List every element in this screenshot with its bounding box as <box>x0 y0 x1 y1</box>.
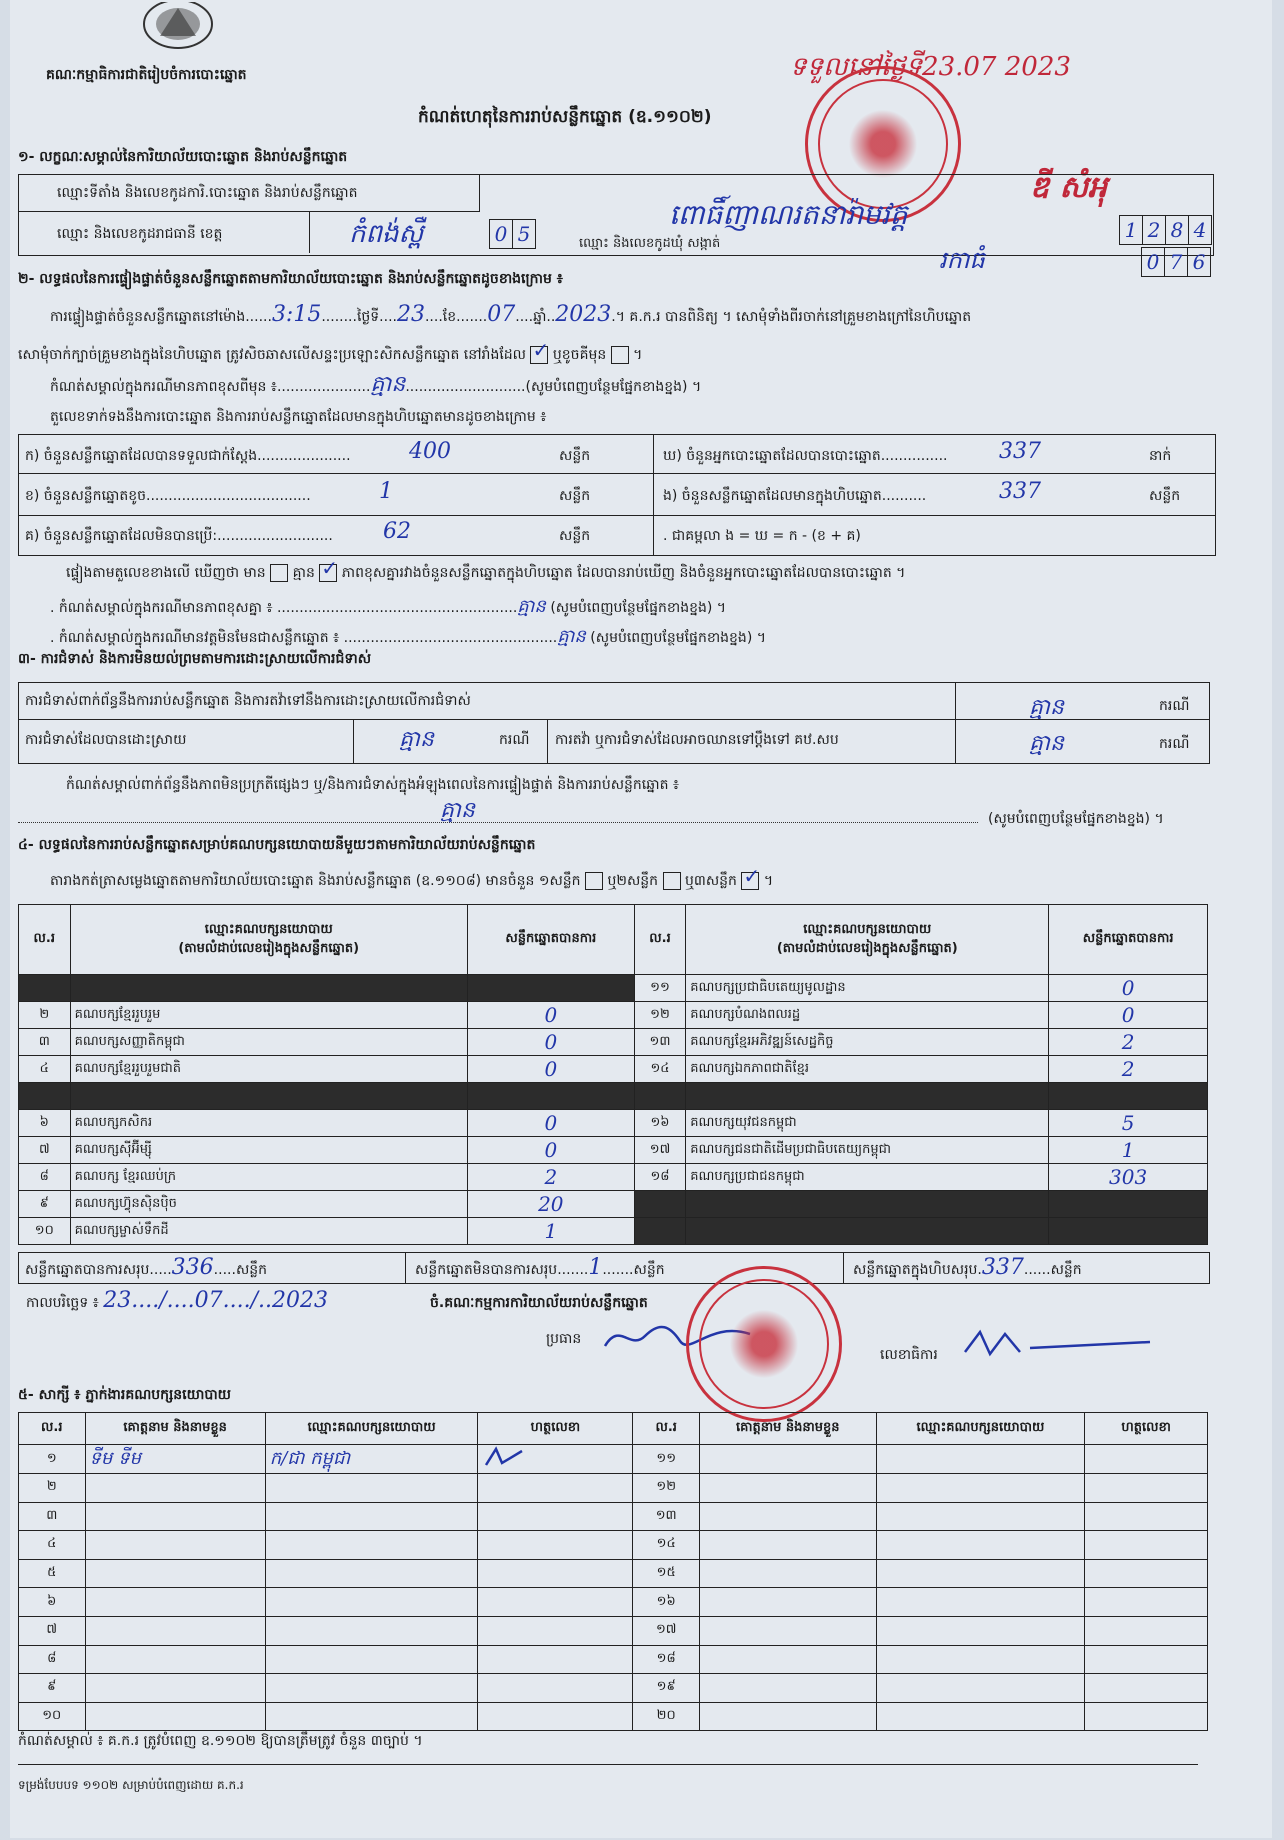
witness-number: ១៥ <box>633 1559 700 1588</box>
witness-name <box>699 1645 876 1674</box>
party-votes: 5 <box>1049 1110 1208 1137</box>
table-row <box>19 1164 1208 1191</box>
page-title: កំណត់ហេតុនៃការរាប់សន្លឹកឆ្នោត (ឧ.១១០២) <box>418 107 712 127</box>
resolved-objection-label: ការជំទាស់ដែលបានដោះស្រាយ <box>25 732 187 748</box>
witness-number: ២ <box>19 1474 86 1503</box>
witness-signature <box>478 1559 633 1588</box>
witness-signature <box>478 1702 633 1731</box>
party-name: គណបក្សប្រជាធិបតេយ្យមូលដ្ឋាន <box>686 975 1049 1002</box>
party-votes: 0 <box>467 1137 634 1164</box>
figures-intro: តួលេខទាក់ទងនឹងការបោះឆ្នោត និងការរាប់សន្លឹកឆ្នោតដែលមានក្នុងហិបឆ្នោតមានដូចខាងក្រោម ៖ <box>50 409 547 425</box>
party-name: គណបក្សបំណងពលរដ្ឋ <box>686 1002 1049 1029</box>
party-number: ២ <box>19 1002 71 1029</box>
party-number: ៦ <box>19 1110 71 1137</box>
witness-name <box>699 1588 876 1617</box>
witness-name <box>85 1588 265 1617</box>
party-number: ៩ <box>19 1191 71 1218</box>
witness-signature <box>478 1588 633 1617</box>
table-row <box>19 1218 1208 1245</box>
difference-note-line: កំណត់សម្គាល់ក្នុងករណីមានភាពខុសពីមុន ៖.....................គ្មាន...........................(សូមបំពេញបន្ថែមផ្នែកខាងខ្នង) ។ <box>50 372 702 397</box>
witness-signature <box>1085 1645 1208 1674</box>
province-code: 0 5 <box>489 219 535 249</box>
date-value: 23..../....07..../..2023 <box>103 1288 328 1313</box>
red-handwritten-name: ឌី សំអុ <box>1030 170 1108 205</box>
witness-number: ៦ <box>19 1588 86 1617</box>
witness-number: ១៦ <box>633 1588 700 1617</box>
witness-name <box>699 1616 876 1645</box>
polling-station-label: ឈ្មោះទីតាំង និងលេខកូដការិ.បោះឆ្នោត និងរាប់សន្លឹកឆ្នោត <box>57 185 358 201</box>
invalid-total-value: 1 <box>588 1255 603 1280</box>
witness-number: ១៤ <box>633 1531 700 1560</box>
table-row <box>19 1531 1208 1560</box>
witness-signature-icon <box>482 1445 542 1469</box>
party-name <box>686 1191 1049 1218</box>
party-name: គណបក្ស ខ្មែរឈប់ក្រ <box>70 1164 467 1191</box>
witness-number: ១១ <box>633 1445 700 1474</box>
witness-number: ៧ <box>19 1616 86 1645</box>
party-number: ១០ <box>19 1218 71 1245</box>
valid-total-label: សន្លឹកឆ្នោតបានការសរុប..... <box>25 1262 172 1278</box>
witness-name <box>85 1474 265 1503</box>
discrepancy-yes-checkbox[interactable] <box>270 564 288 582</box>
table-row <box>19 1702 1208 1731</box>
party-votes: 0 <box>1049 1002 1208 1029</box>
party-votes: 2 <box>1049 1029 1208 1056</box>
section1-box <box>18 174 1214 274</box>
spoiled-ballots-label: ខ) ចំនួនសន្លឹកឆ្នោតខូច..................................... <box>25 488 311 504</box>
two-sheet-checkbox[interactable] <box>663 872 681 890</box>
party-number: ១១ <box>634 975 686 1002</box>
unused-ballots-value: 62 <box>383 519 411 544</box>
table-row <box>19 1616 1208 1645</box>
witness-party <box>876 1645 1085 1674</box>
party-number: ៨ <box>19 1164 71 1191</box>
witness-signature <box>1085 1502 1208 1531</box>
witness-name: ទីម ទីម <box>85 1445 265 1474</box>
commune-code: 0 7 6 <box>1141 247 1210 277</box>
witness-name <box>85 1559 265 1588</box>
witness-party <box>265 1559 478 1588</box>
objection-row1-label: ការជំទាស់ពាក់ព័ន្ធនឹងការរាប់សន្លឹកឆ្នោត និងការតវ៉ាទៅនឹងការដោះស្រាយលើការជំទាស់ <box>25 693 471 709</box>
org-name: គណៈកម្មាធិការជាតិរៀបចំការបោះឆ្នោត <box>46 67 247 83</box>
tally-sheet-line: តារាងកត់ត្រាសម្លេងឆ្នោតតាមការិយាល័យបោះឆ្នោត និងរាប់សន្លឹកឆ្នោត (ឧ.១១០៨) មានចំនួន ១សន្លឹក ឬ២សន្លឹក ឬ៣សន្លឹក ✓ ។ <box>50 872 773 890</box>
party-name: គណបក្សខ្មែរអភិវឌ្ឍន៍សេដ្ឋកិច្ច <box>686 1029 1049 1056</box>
party-name: គណបក្សសញ្ញាតិកម្ពុជា <box>70 1029 467 1056</box>
party-name: គណបក្សកសិករ <box>70 1110 467 1137</box>
table-row <box>19 1502 1208 1531</box>
section1-heading: ១- លក្ខណៈសម្គាល់នៃការិយាល័យបោះឆ្នោត និងរាប់សន្លឹកឆ្នោត <box>18 149 348 165</box>
discrepancy-check-line: ផ្ទៀងតាមតួលេខខាងលើ ឃើញថា មាន គ្មាន ✓ ភាពខុសគ្នារវាងចំនួនសន្លឹកឆ្នោតក្នុងហិបឆ្នោត ដែលបានរាប់ឃើញ និងចំនួនអ្នកបោះឆ្នោតដែលបានបោះឆ្នោត ។ <box>66 564 905 582</box>
emblem-icon <box>140 2 216 52</box>
witness-number: ១៧ <box>633 1616 700 1645</box>
section3-heading: ៣- ការជំទាស់ និងការមិនយល់ព្រមតាមការដោះស្រាយលើការជំទាស់ <box>18 651 372 667</box>
witness-signature <box>478 1645 633 1674</box>
witness-party <box>876 1502 1085 1531</box>
footer-note: កំណត់សម្គាល់ ៖ គ.ក.រ ត្រូវបំពេញ ឧ.១១០២ ឱ្យបានត្រឹមត្រូវ ចំនួន ៣ច្បាប់ ។ <box>18 1733 423 1749</box>
party-votes <box>1049 1083 1208 1110</box>
party-votes <box>467 1083 634 1110</box>
table-row <box>19 1029 1208 1056</box>
witness-signature <box>1085 1531 1208 1560</box>
party-votes: 303 <box>1049 1164 1208 1191</box>
table-row <box>19 1674 1208 1703</box>
party-number: ១៦ <box>634 1110 686 1137</box>
party-name: គណបក្សហ៊្វុនស៊ិនប៉ិច <box>70 1191 467 1218</box>
witness-number: ៩ <box>19 1674 86 1703</box>
witness-name <box>699 1445 876 1474</box>
table-row <box>19 1110 1208 1137</box>
table-row <box>19 1588 1208 1617</box>
figures-table: ក) ចំនួនសន្លឹកឆ្នោតដែលបានទទួលជាក់ស្តែង..................... 400 សន្លឹក ខ) ចំនួនសន្លឹកឆ្នោតខូច..................................... 1 សន្លឹក គ) ចំនួនសន្លឹកឆ្នោតដែលមិនបានប្រើ:.......................... 62 សន្លឹក ឃ) ចំនួនអ្នកបោះឆ្នោតដែលបានបោះឆ្នោត............... 337 នាក់ ង) ចំនួនសន្លឹកឆ្នោតដែលមានក្នុងហិបឆ្នោត.......... 337 សន្លឹក . ជាគម្ពលា ង = ឃ = ក - (ខ + គ) <box>18 434 1216 556</box>
witness-name <box>699 1559 876 1588</box>
witness-party <box>265 1702 478 1731</box>
party-number: ៤ <box>19 1056 71 1083</box>
party-name: គណបក្សខ្មែររួបរួមជាតិ <box>70 1056 467 1083</box>
section5-heading: ៥- សាក្សី ៖ ភ្នាក់ងារគណបក្សនយោបាយ <box>18 1387 232 1403</box>
witness-table: ល.រ គោត្តនាម និងនាមខ្លួន ឈ្មោះគណបក្សនយោបាយ ហត្ថលេខា ល.រ គោត្តនាម និងនាមខ្លួន ឈ្មោះគណបក្សនយោបាយ ហត្ថលេខា ១ ទីម ទីម ក/ជា កម្ពុជា ១១ ២ ១២ ៣ ១៣ ៤ ១៤ ៥ ១៥ ៦ ១៦ ៧ ១៧ ៨ ១៨ ៩ ១៩ ១០ ២០ <box>18 1412 1208 1731</box>
section2-heading: ២- លទ្ធផលនៃការផ្ទៀងផ្ទាត់ចំនួនសន្លឹកឆ្នោតតាមការិយាល័យបោះឆ្នោត និងរាប់សន្លឹកឆ្នោតដូចខាងក្រោម ៖ <box>18 271 563 287</box>
party-name: គណបក្សម្ចាស់ទឹកដី <box>70 1218 467 1245</box>
party-number <box>19 1083 71 1110</box>
witness-party <box>876 1702 1085 1731</box>
table-row <box>19 975 1208 1002</box>
party-votes: 1 <box>1049 1137 1208 1164</box>
totals-row: សន្លឹកឆ្នោតបានការសរុប.....336.....សន្លឹក សន្លឹកឆ្នោតមិនបានការសរុប.......1.......សន្លឹក សន្លឹកឆ្នោតក្នុងហិបសរុប.337......សន្លឹក <box>18 1252 1210 1284</box>
party-name <box>686 1083 1049 1110</box>
witness-party <box>876 1559 1085 1588</box>
seal-intact-checkbox[interactable] <box>530 346 548 364</box>
witness-number: ១៣ <box>633 1502 700 1531</box>
party-number: ១២ <box>634 1002 686 1029</box>
table-row <box>19 1474 1208 1503</box>
box-total-label: សន្លឹកឆ្នោតក្នុងហិបសរុប. <box>853 1262 982 1278</box>
party-number: ១៨ <box>634 1164 686 1191</box>
section4-heading: ៤- លទ្ធផលនៃការរាប់សន្លឹកឆ្នោតសម្រាប់គណបក្សនយោបាយនីមួយៗតាមការិយាល័យរាប់សន្លឹកឆ្នោត <box>18 837 536 853</box>
witness-party <box>876 1531 1085 1560</box>
witness-name <box>85 1702 265 1731</box>
table-row <box>19 1445 1208 1474</box>
witness-name <box>699 1674 876 1703</box>
witness-name <box>85 1531 265 1560</box>
party-votes: 0 <box>1049 975 1208 1002</box>
voters-label: ឃ) ចំនួនអ្នកបោះឆ្នោតដែលបានបោះឆ្នោត............... <box>663 448 948 464</box>
table-row <box>19 1056 1208 1083</box>
commune-label: ឈ្មោះ និងលេខកូដឃុំ សង្កាត់ <box>579 236 721 251</box>
witness-signature <box>1085 1588 1208 1617</box>
party-votes: 20 <box>467 1191 634 1218</box>
witness-signature <box>1085 1702 1208 1731</box>
witness-name <box>699 1531 876 1560</box>
witness-party <box>876 1588 1085 1617</box>
province-label: ឈ្មោះ និងលេខកូដរាជធានី ខេត្ត <box>57 226 223 242</box>
witness-number: ៥ <box>19 1559 86 1588</box>
party-number: ៧ <box>19 1137 71 1164</box>
witness-party <box>265 1645 478 1674</box>
one-sheet-checkbox[interactable] <box>585 872 603 890</box>
witness-signature <box>1085 1674 1208 1703</box>
verification-line: ការផ្ទៀងផ្ទាត់ចំនួនសន្លឹកឆ្នោតនៅម៉ោង......3:15........ថ្ងៃទី....23....ខែ.......07....ឆ្នាំ..2023.។ គ.ក.រ បានពិនិត្យ ។ សោមុំទាំងពីរចាក់នៅគ្រួមខាងក្រៅនៃហិបឆ្នោត <box>50 302 972 327</box>
party-name: គណបក្សស៊ីអ៊ីម្ស៊ី <box>70 1137 467 1164</box>
received-ballots-value: 400 <box>409 439 451 464</box>
box-total-value: 337 <box>981 1255 1024 1280</box>
party-results-table: ល.រ ឈ្មោះគណបក្សនយោបាយ (តាមលំដាប់លេខរៀងក្នុងសន្លឹកឆ្នោត) សន្លឹកឆ្នោតបានការ ល.រ ឈ្មោះគណបក្សនយោបាយ (តាមលំដាប់លេខរៀងក្នុងសន្លឹកឆ្នោត) សន្លឹកឆ្នោតបានការ ១១ គណបក្សប្រជាធិបតេយ្យមូលដ្ឋាន 0 ២ គណបក្សខ្មែររួបរួម 0 ១២ គណបក្សបំណងពលរដ្ឋ 0 ៣ គណបក្សសញ្ញាតិកម្ពុជា 0 ១៣ គណបក្សខ្មែរអភិវឌ្ឍន៍សេដ្ឋកិច្ច 2 ៤ គណបក្សខ្មែររួបរួមជាតិ 0 ១៤ គណបក្សឯកភាពជាតិខ្មែរ 2 ៦ គណបក្សកសិករ 0 ១៦ គណបក្សយុវជនកម្ពុជា 5 ៧ គណបក្សស៊ីអ៊ីម្ស៊ី 0 ១៧ គណបក្សជនជាតិដើមប្រជាធិបតេយ្យកម្ពុជា 1 ៨ គណបក្ស ខ្មែរឈប់ក្រ 2 ១៨ គណបក្សប្រជាជនកម្ពុជា 303 ៩ គណបក្សហ៊្វុនស៊ិនប៉ិច 20 ១០ គណបក្សម្ចាស់ទឹកដី 1 <box>18 904 1208 1245</box>
valid-total-value: 336 <box>171 1255 214 1280</box>
non-ballot-note: . កំណត់សម្គាល់ក្នុងករណីមានវត្តមិនមែនជាសន្លឹកឆ្នោត ៖ ................................................គ្មាន (សូមបំពេញបន្ថែមផ្នែកខាងខ្នង) ។ <box>50 626 766 647</box>
party-number: ១៧ <box>634 1137 686 1164</box>
verification-day: 23 <box>396 302 425 327</box>
witness-number: ១៩ <box>633 1674 700 1703</box>
witness-signature <box>478 1616 633 1645</box>
table-row <box>19 1137 1208 1164</box>
table-row <box>19 1083 1208 1110</box>
objection-table: ការជំទាស់ពាក់ព័ន្ធនឹងការរាប់សន្លឹកឆ្នោត និងការតវ៉ាទៅនឹងការដោះស្រាយលើការជំទាស់ គ្មាន ករណី ការជំទាស់ដែលបានដោះស្រាយ គ្មាន ករណី ការតវ៉ា ឬការជំទាស់ដែលអាចឈានទៅប្តឹងទៅ គឋ.សប គ្មាន ករណី <box>18 682 1210 764</box>
witness-signature <box>1085 1474 1208 1503</box>
witness-number: ១២ <box>633 1474 700 1503</box>
witness-signature <box>478 1674 633 1703</box>
verification-month: 07 <box>487 302 516 327</box>
party-name <box>70 975 467 1002</box>
party-name: គណបក្សខ្មែររួបរួម <box>70 1002 467 1029</box>
witness-party: ក/ជា កម្ពុជា <box>265 1445 478 1474</box>
table-row <box>19 1645 1208 1674</box>
secretary-signature-icon <box>960 1324 1160 1368</box>
witness-party <box>265 1502 478 1531</box>
party-votes: 0 <box>467 1056 634 1083</box>
witness-signature <box>478 1531 633 1560</box>
party-number: ៣ <box>19 1029 71 1056</box>
party-name <box>70 1083 467 1110</box>
discrepancy-no-checkbox[interactable] <box>319 564 337 582</box>
seal-line: សោមុំចាក់ក្បាច់គ្រួមខាងក្នុងនៃហិបឆ្នោត ត្រូវសិចឆាសលើសន្ទះប្រឡោះសិកសន្លឹកឆ្នោត នៅរាំងដែល ✓ ឬខូចគីមុន ។ <box>18 346 642 364</box>
party-number <box>634 1218 686 1245</box>
verification-time: 3:15 <box>271 302 322 327</box>
witness-number: ១៨ <box>633 1645 700 1674</box>
witness-party <box>876 1616 1085 1645</box>
party-votes: 0 <box>467 1002 634 1029</box>
witness-party <box>265 1474 478 1503</box>
party-number <box>634 1083 686 1110</box>
party-number <box>634 1191 686 1218</box>
president-label: ប្រធាន <box>546 1331 582 1347</box>
witness-party <box>265 1588 478 1617</box>
witness-number: ៤ <box>19 1531 86 1560</box>
document-page: គណៈកម្មាធិការជាតិរៀបចំការបោះឆ្នោត កំណត់ហេតុនៃការរាប់សន្លឹកឆ្នោត (ឧ.១១០២) ទទួលនៅថ្ងៃទី23.07 2023 ឌី សំអុ ១- លក្ខណៈសម្គាល់នៃការិយាល័យបោះឆ្នោត និងរាប់សន្លឹកឆ្នោត ឈ្មោះទីតាំង និងលេខកូដការិ.បោះឆ្នោត និងរាប់សន្លឹកឆ្នោត ពោធិ៍ញាណរតនារ៉ាមវត្ត 1 2 8 4 ឈ្មោះ និងលេខកូដរាជធានី ខេត្ត កំពង់ស្ពឺ 0 5 ឈ្មោះ និងលេខកូដឃុំ សង្កាត់ រកាធំ 0 7 6 ២- លទ្ធផលនៃការផ្ទៀងផ្ទាត់ចំនួនសន្លឹកឆ្នោតតាមការិយាល័យបោះឆ្នោត និងរាប់សន្លឹកឆ្នោតដូចខាងក្រោម ៖ ការផ្ទៀងផ្ទាត់ចំនួនសន្លឹកឆ្នោតនៅម៉ោង......3:15........ថ្ងៃទី....23....ខែ.......07....ឆ្នាំ..2023.។ គ.ក.រ បានពិនិត្យ ។ សោមុំទាំងពីរចាក់នៅគ្រួមខាងក្រៅនៃហិបឆ្នោត សោមុំចាក់ក្បាច់គ្រួមខាងក្នុងនៃហិបឆ្នោត ត្រូវសិចឆាសលើសន្ទះប្រឡោះសិកសន្លឹកឆ្នោត នៅរាំងដែល ✓ ឬខូចគីមុន ។ កំណត់សម្គាល់ក្នុងករណីមានភាពខុសពីមុន ៖.....................គ្មាន...........................(សូមបំពេញបន្ថែមផ្នែកខាងខ្នង) ។ តួលេខទាក់ទងនឹងការបោះឆ្នោត និងការរាប់សន្លឹកឆ្នោតដែលមានក្នុងហិបឆ្នោតមានដូចខាងក្រោម ៖ ក) ចំនួនសន្លឹកឆ្នោតដែលបានទទួលជាក់ស្តែង..................... 400 សន្លឹក ខ) ចំនួនសន្លឹកឆ្នោតខូច..................................... 1 សន្លឹក គ) ចំនួនសន្លឹកឆ្នោតដែលមិនបានប្រើ:.......................... 62 សន្លឹក ឃ) ចំនួនអ្នកបោះឆ្នោតដែលបានបោះឆ្នោត............... 337 នាក់ ង) ចំនួនសន្លឹកឆ្នោតដែលមានក្នុងហិបឆ្នោត.......... 337 សន្លឹក . ជាគម្ពលា ង = ឃ = ក - (ខ + គ) ផ្ទៀងតាមតួលេខខាងលើ ឃើញថា មាន គ្មាន ✓ ភាពខុសគ្នារវាងចំនួនសន្លឹកឆ្នោតក្នុងហិបឆ្នោត ដែលបានរាប់ឃើញ និងចំនួនអ្នកបោះឆ្នោតដែលបានបោះឆ្នោត ។ . កំណត់សម្គាល់ក្នុងករណីមានភាពខុសគ្នា ៖ ......................................................គ្មាន (សូមបំពេញបន្ថែមផ្នែកខាងខ្នង) ។ . កំណត់សម្គាល់ក្នុងករណីមានវត្តមិនមែនជាសន្លឹកឆ្នោត ៖ ................................................គ្មាន (សូមបំពេញបន្ថែមផ្នែកខាងខ្នង) ។ ៣- ការជំទាស់ និងការមិនយល់ព្រមតាមការដោះស្រាយលើការជំទាស់ ការជំទាស់ពាក់ព័ន្ធនឹងការរាប់សន្លឹកឆ្នោត និងការតវ៉ាទៅនឹងការដោះស្រាយលើការជំទាស់ គ្មាន ករណី ការជំទាស់ដែលបានដោះស្រាយ គ្មាន ករណី ការតវ៉ា ឬការជំទាស់ដែលអាចឈានទៅប្តឹងទៅ គឋ.សប គ្មាន ករណី កំណត់សម្គាល់ពាក់ព័ន្ធនឹងភាពមិនប្រក្រតីផ្សេងៗ ឬ/និងការជំទាស់ក្នុងអំឡុងពេលនៃការផ្ទៀងផ្ទាត់ និងការរាប់សន្លឹកឆ្នោត ៖ គ្មាន (សូមបំពេញបន្ថែមផ្នែកខាងខ្នង) ។ ៤- លទ្ធផលនៃការរាប់សន្លឹកឆ្នោតសម្រាប់គណបក្សនយោបាយនីមួយៗតាមការិយាល័យរាប់សន្លឹកឆ្នោត តារាងកត់ត្រាសម្លេងឆ្នោតតាមការិយាល័យបោះឆ្នោត និងរាប់សន្លឹកឆ្នោត (ឧ.១១០៨) មានចំនួន ១សន្លឹក ឬ២សន្លឹក ឬ៣សន្លឹក ✓ ។ ល.រ ឈ្មោះគណបក្សនយោបាយ (តាមលំដាប់លេខរៀងក្នុងសន្លឹកឆ្នោត) សន្លឹកឆ្នោតបានការ ល.រ ឈ្មោះគណបក្សនយោបាយ (តាមលំដាប់លេខរៀងក្នុងសន្លឹកឆ្នោត) សន្លឹកឆ្នោតបានការ ១១ គណបក្សប្រជាធិបតេយ្យមូលដ្ឋាន 0 ២ គណបក្សខ្មែររួបរួម 0 ១២ គណបក្សបំណងពលរដ្ឋ 0 ៣ គណបក្សសញ្ញាតិកម្ពុជា 0 ១៣ គណបក្សខ្មែរអភិវឌ្ឍន៍សេដ្ឋកិច្ច 2 ៤ គណបក្សខ្មែររួបរួមជាតិ 0 ១៤ គណបក្សឯកភាពជាតិខ្មែរ 2 ៦ គណបក្សកសិករ 0 ១៦ គណបក្សយុវជនកម្ពុជា 5 ៧ គណបក្សស៊ីអ៊ីម្ស៊ី 0 ១៧ គណបក្សជនជាតិដើមប្រជាធិបតេយ្យកម្ពុជា 1 ៨ គណបក្ស ខ្មែរឈប់ក្រ 2 ១៨ គណបក្សប្រជាជនកម្ពុជា 303 ៩ គណបក្សហ៊្វុនស៊ិនប៉ិច 20 ១០ គណបក្សម្ចាស់ទឹកដី 1 សន្លឹកឆ្នោតបានការសរុប.....336.....សន្លឹក សន្លឹកឆ្នោតមិនបានការសរុប.......1.......សន្លឹក សន្លឹកឆ្នោតក្នុងហិបសរុប.337......សន្លឹក កាលបរិច្ឆេទ ៖ 23..../....07..../..2023 ចំ.គណៈកម្មការការិយាល័យរាប់សន្លឹកឆ្នោត ប្រធាន លេខាធិការ ៥- សាក្សី ៖ ភ្នាក់ងារគណបក្សនយោបាយ ល.រ គោត្តនាម និងនាមខ្លួន ឈ្មោះគណបក្សនយោបាយ ហត្ថលេខា ល.រ គោត្តនាម និងនាមខ្លួន ឈ្មោះគណបក្សនយោបាយ ហត្ថលេខា ១ ទីម ទីម ក/ជា កម្ពុជា ១១ ២ ១២ ៣ ១៣ ៤ ១៤ ៥ ១៥ ៦ ១៦ ៧ ១៧ ៨ ១៨ ៩ ១៩ ១០ ២០ កំណត់សម្គាល់ ៖ គ.ក.រ ត្រូវបំពេញ ឧ.១១០២ ឱ្យបានត្រឹមត្រូវ ចំនួន ៣ច្បាប់ ។ ទម្រង់បែបបទ ១១០២ សម្រាប់បំពេញដោយ គ.ក.រ <box>10 0 1272 1838</box>
form-version-note: ទម្រង់បែបបទ ១១០២ សម្រាប់បំពេញដោយ គ.ក.រ <box>18 1778 244 1792</box>
party-votes: 2 <box>467 1164 634 1191</box>
invalid-total-label: សន្លឹកឆ្នោតមិនបានការសរុប....... <box>415 1262 589 1278</box>
party-votes: 0 <box>467 1029 634 1056</box>
polling-station-code: 1 2 8 4 <box>1119 215 1211 245</box>
party-name: គណបក្សប្រជាជនកម្ពុជា <box>686 1164 1049 1191</box>
table-row <box>19 1559 1208 1588</box>
witness-name <box>85 1502 265 1531</box>
witness-signature <box>1085 1445 1208 1474</box>
party-name: គណបក្សជនជាតិដើមប្រជាធិបតេយ្យកម្ពុជា <box>686 1137 1049 1164</box>
party-votes: 1 <box>467 1218 634 1245</box>
party-number <box>19 975 71 1002</box>
witness-signature <box>1085 1559 1208 1588</box>
date-line: កាលបរិច្ឆេទ ៖ 23..../....07..../..2023 <box>26 1288 328 1313</box>
party-name: គណបក្សយុវជនកម្ពុជា <box>686 1110 1049 1137</box>
committee-label: ចំ.គណៈកម្មការការិយាល័យរាប់សន្លឹកឆ្នោត <box>430 1295 648 1311</box>
received-ballots-label: ក) ចំនួនសន្លឹកឆ្នោតដែលបានទទួលជាក់ស្តែង..................... <box>25 448 351 464</box>
voters-value: 337 <box>999 439 1041 464</box>
irregularity-note: កំណត់សម្គាល់ពាក់ព័ន្ធនឹងភាពមិនប្រក្រតីផ្សេងៗ ឬ/និងការជំទាស់ក្នុងអំឡុងពេលនៃការផ្ទៀងផ្ទាត់ និងការរាប់សន្លឹកឆ្នោត ៖ <box>66 777 680 793</box>
seal-broken-checkbox[interactable] <box>611 346 629 364</box>
appeal-objection-label: ការតវ៉ា ឬការជំទាស់ដែលអាចឈានទៅប្តឹងទៅ គឋ.សប <box>555 732 839 748</box>
witness-party <box>265 1531 478 1560</box>
witness-party <box>876 1445 1085 1474</box>
witness-name <box>699 1502 876 1531</box>
witness-signature <box>478 1474 633 1503</box>
secretary-label: លេខាធិការ <box>880 1347 938 1363</box>
ballots-in-box-value: 337 <box>999 479 1041 504</box>
witness-signature <box>478 1445 633 1474</box>
party-votes <box>1049 1191 1208 1218</box>
formula: . ជាគម្ពលា ង = ឃ = ក - (ខ + គ) <box>663 528 861 544</box>
party-votes: 2 <box>1049 1056 1208 1083</box>
unused-ballots-label: គ) ចំនួនសន្លឹកឆ្នោតដែលមិនបានប្រើ:.......................... <box>25 528 333 544</box>
party-votes <box>467 975 634 1002</box>
received-note: ទទួលនៅថ្ងៃទី23.07 2023 <box>790 52 1071 82</box>
witness-name <box>85 1674 265 1703</box>
table-row <box>19 1002 1208 1029</box>
witness-party <box>876 1674 1085 1703</box>
party-number: ១៣ <box>634 1029 686 1056</box>
witness-name <box>85 1645 265 1674</box>
witness-number: ២០ <box>633 1702 700 1731</box>
party-votes: 0 <box>467 1110 634 1137</box>
party-name <box>686 1218 1049 1245</box>
witness-signature <box>478 1502 633 1531</box>
ballots-in-box-label: ង) ចំនួនសន្លឹកឆ្នោតដែលមានក្នុងហិបឆ្នោត.......... <box>663 488 927 504</box>
commune-value: រកាធំ <box>939 246 985 274</box>
discrepancy-note: . កំណត់សម្គាល់ក្នុងករណីមានភាពខុសគ្នា ៖ ......................................................គ្មាន (សូមបំពេញបន្ថែមផ្នែកខាងខ្នង) ។ <box>50 596 727 617</box>
witness-number: ១០ <box>19 1702 86 1731</box>
witness-name <box>85 1616 265 1645</box>
witness-party <box>265 1674 478 1703</box>
three-sheet-checkbox[interactable] <box>741 872 759 890</box>
witness-number: ៣ <box>19 1502 86 1531</box>
witness-number: ៨ <box>19 1645 86 1674</box>
verification-year: 2023 <box>555 302 612 327</box>
party-votes <box>1049 1218 1208 1245</box>
spoiled-ballots-value: 1 <box>379 479 393 504</box>
party-name: គណបក្សឯកភាពជាតិខ្មែរ <box>686 1056 1049 1083</box>
witness-name <box>699 1474 876 1503</box>
polling-station-value: ពោធិ៍ញាណរតនារ៉ាមវត្ត <box>669 198 908 231</box>
province-value: កំពង់ស្ពឺ <box>349 219 424 249</box>
official-stamp-bottom <box>686 1266 842 1422</box>
party-number: ១៤ <box>634 1056 686 1083</box>
witness-signature <box>1085 1616 1208 1645</box>
witness-party <box>876 1474 1085 1503</box>
witness-number: ១ <box>19 1445 86 1474</box>
witness-party <box>265 1616 478 1645</box>
witness-name <box>699 1702 876 1731</box>
table-row <box>19 1191 1208 1218</box>
